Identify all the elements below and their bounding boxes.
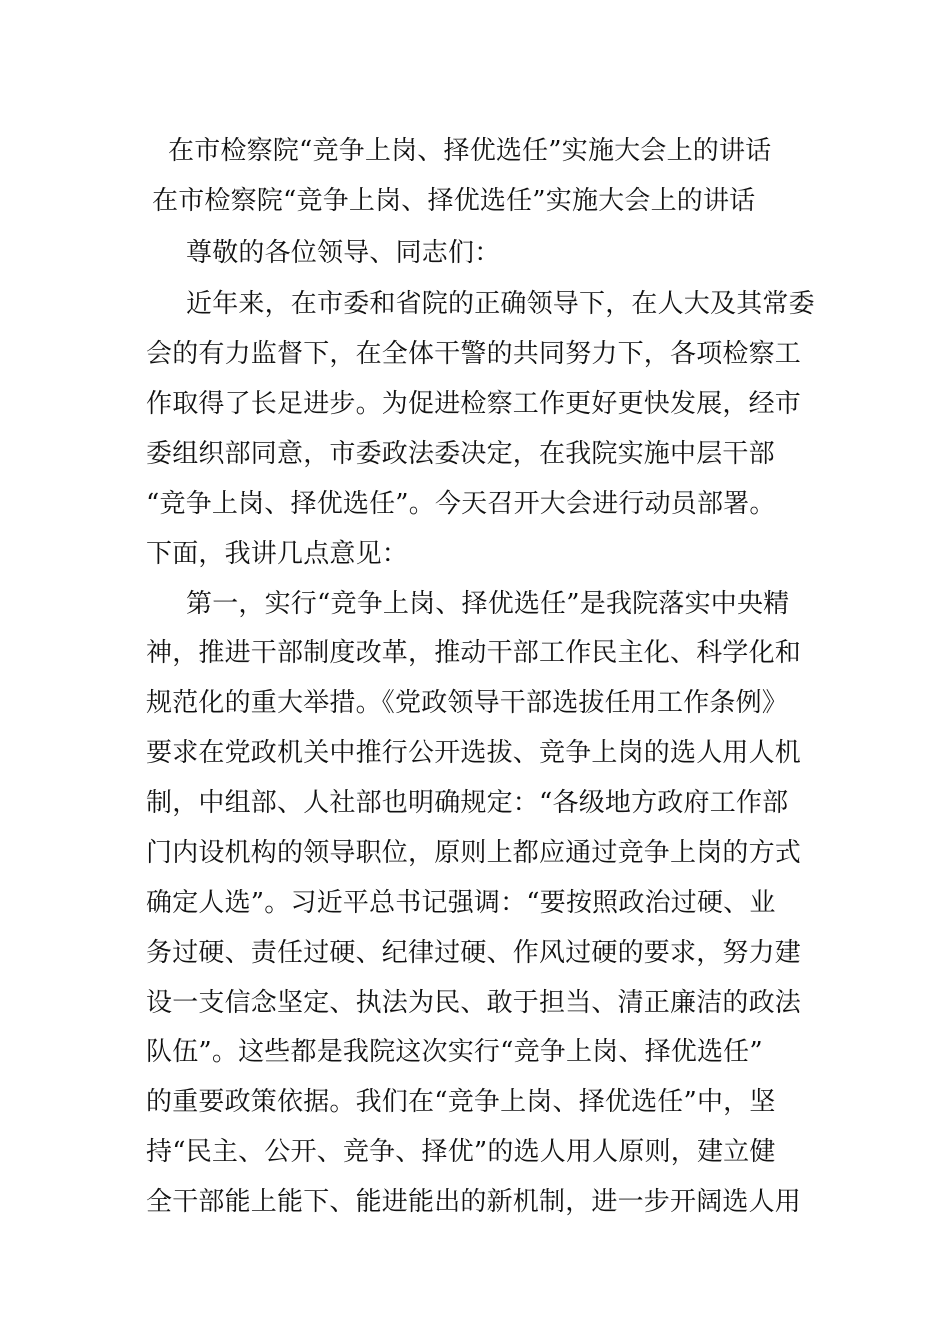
- paragraph-line: 规范化的重大举措。《党政领导干部选拔任用工作条例》: [146, 688, 789, 718]
- paragraph-line: 第一，实行“竞争上岗、择优选任”是我院落实中央精: [186, 589, 790, 619]
- paragraph-line: 的重要政策依据。我们在“竞争上岗、择优选任”中，坚: [146, 1087, 776, 1117]
- paragraph-line: 委组织部同意，市委政法委决定，在我院实施中层干部: [146, 439, 775, 469]
- paragraph-line: 门内设机构的领导职位，原则上都应通过竞争上岗的方式: [146, 838, 802, 868]
- salutation: 尊敬的各位领导、同志们：: [186, 238, 501, 268]
- paragraph-line: 全干部能上能下、能进能出的新机制，进一步开阔选人用: [146, 1187, 802, 1217]
- document-title: 在市检察院“竞争上岗、择优选任”实施大会上的讲话: [168, 136, 772, 166]
- paragraph-line: 务过硬、责任过硬、纪律过硬、作风过硬的要求，努力建: [146, 938, 802, 968]
- document-title-repeat: 在市检察院“竞争上岗、择优选任”实施大会上的讲话: [152, 186, 756, 216]
- paragraph-line: “竞争上岗、择优选任”。今天召开大会进行动员部署。: [146, 489, 776, 519]
- paragraph-line: 确定人选”。习近平总书记强调：“要按照政治过硬、业: [146, 888, 776, 918]
- paragraph-line: 要求在党政机关中推行公开选拔、竞争上岗的选人用人机: [146, 738, 802, 768]
- paragraph-line: 神，推进干部制度改革，推动干部工作民主化、科学化和: [146, 638, 802, 668]
- paragraph-line: 作取得了长足进步。为促进检察工作更好更快发展，经市: [146, 389, 802, 419]
- paragraph-line: 队伍”。这些都是我院这次实行“竞争上岗、择优选任”: [146, 1037, 763, 1067]
- paragraph-line: 持“民主、公开、竞争、择优”的选人用人原则，建立健: [146, 1137, 776, 1167]
- paragraph-line: 设一支信念坚定、执法为民、敢于担当、清正廉洁的政法: [146, 988, 802, 1018]
- paragraph-line: 会的有力监督下，在全体干警的共同努力下，各项检察工: [146, 339, 802, 369]
- paragraph-line: 近年来，在市委和省院的正确领导下，在人大及其常委: [186, 289, 815, 319]
- paragraph-line: 制，中组部、人社部也明确规定：“各级地方政府工作部: [146, 788, 789, 818]
- paragraph-line: 下面，我讲几点意见：: [146, 539, 409, 569]
